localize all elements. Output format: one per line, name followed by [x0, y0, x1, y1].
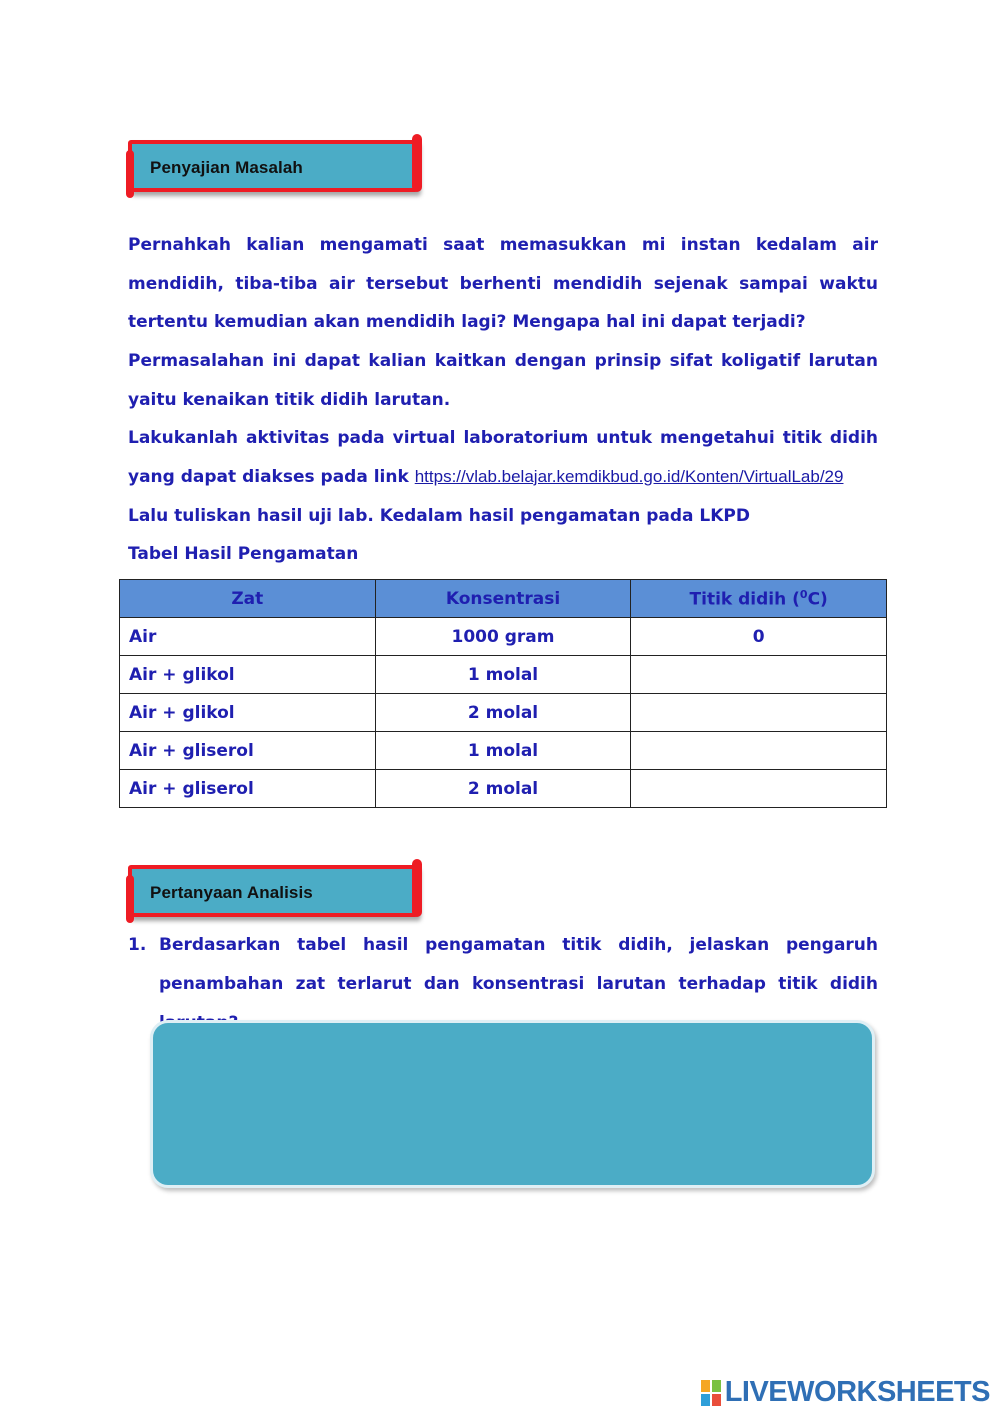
header-titik-didih: Titik didih ($^0$C) [631, 580, 887, 618]
table-row [120, 694, 887, 732]
cell-titik-didih[interactable] [631, 732, 887, 770]
paragraph-activity [128, 419, 878, 496]
paragraph-instruction [128, 497, 878, 536]
observation-table [119, 579, 887, 808]
paragraph-problem [128, 342, 878, 419]
table-row [120, 618, 887, 656]
table-row [120, 656, 887, 694]
cell-titik-didih[interactable] [631, 770, 887, 808]
table-caption [128, 535, 878, 574]
table-row [120, 770, 887, 808]
question-text: Berdasarkan tabel hasil pengamatan titik didih, jelaskan pengaruh penambahan zat terlarut dan konsentrasi larutan terhadap titik didih [159, 935, 878, 994]
cell-konsentrasi: 1000 gram [375, 618, 631, 656]
cell-zat: Air + gliserol [120, 732, 376, 770]
cell-titik-didih[interactable] [631, 694, 887, 732]
cell-konsentrasi: 1 molal [375, 656, 631, 694]
section-title: Pertanyaan Analisis [150, 883, 313, 902]
answer-input-box[interactable] [150, 1020, 875, 1188]
table-title: Tabel Hasil Pengamatan [128, 544, 359, 564]
section-banner-pertanyaan [128, 865, 418, 917]
virtual-lab-link[interactable]: https://vlab.belajar.kemdikbud.go.id/Konten/VirtualLab/29 [414, 466, 844, 486]
paragraph-text: Lalu tuliskan hasil uji lab. Kedalam hasil pengamatan pada LKPD [128, 506, 751, 526]
section-banner-penyajian [128, 140, 418, 192]
cell-zat: Air + glikol [120, 656, 376, 694]
cell-titik-didih[interactable] [631, 656, 887, 694]
question-number: 1. [128, 935, 147, 955]
paragraph-text: Lakukanlah aktivitas pada virtual laboratorium untuk mengetahui titik didih yang dapat diakses pada link [128, 428, 878, 487]
cell-konsentrasi: 2 molal [375, 694, 631, 732]
cell-zat: Air + gliserol [120, 770, 376, 808]
paragraph-intro [128, 226, 878, 342]
liveworksheets-logo [701, 1376, 990, 1409]
paragraph-text: Permasalahan ini dapat kalian kaitkan dengan prinsip sifat koligatif larutan yaitu kenaikan titik didih larutan. [128, 351, 878, 410]
cell-zat: Air + glikol [120, 694, 376, 732]
table-header-row [120, 580, 887, 618]
cell-konsentrasi: 2 molal [375, 770, 631, 808]
cell-konsentrasi: 1 molal [375, 732, 631, 770]
table-row [120, 732, 887, 770]
section-title: Penyajian Masalah [150, 158, 303, 177]
paragraph-text: Pernahkah kalian mengamati saat memasukkan mi instan kedalam air mendidih, tiba-tiba air tersebut berhenti mendidih sejenak sampai waktu tertentu kemudian akan mendidih lagi? Mengapa hal ini dapat terjadi? [128, 235, 878, 333]
cell-titik-didih[interactable]: 0 [631, 618, 887, 656]
cell-zat: Air [120, 618, 376, 656]
header-konsentrasi: Konsentrasi [375, 580, 631, 618]
header-zat: Zat [120, 580, 376, 618]
logo-text: LIVEWORKSHEETS [724, 1376, 990, 1408]
logo-icon [701, 1380, 721, 1406]
